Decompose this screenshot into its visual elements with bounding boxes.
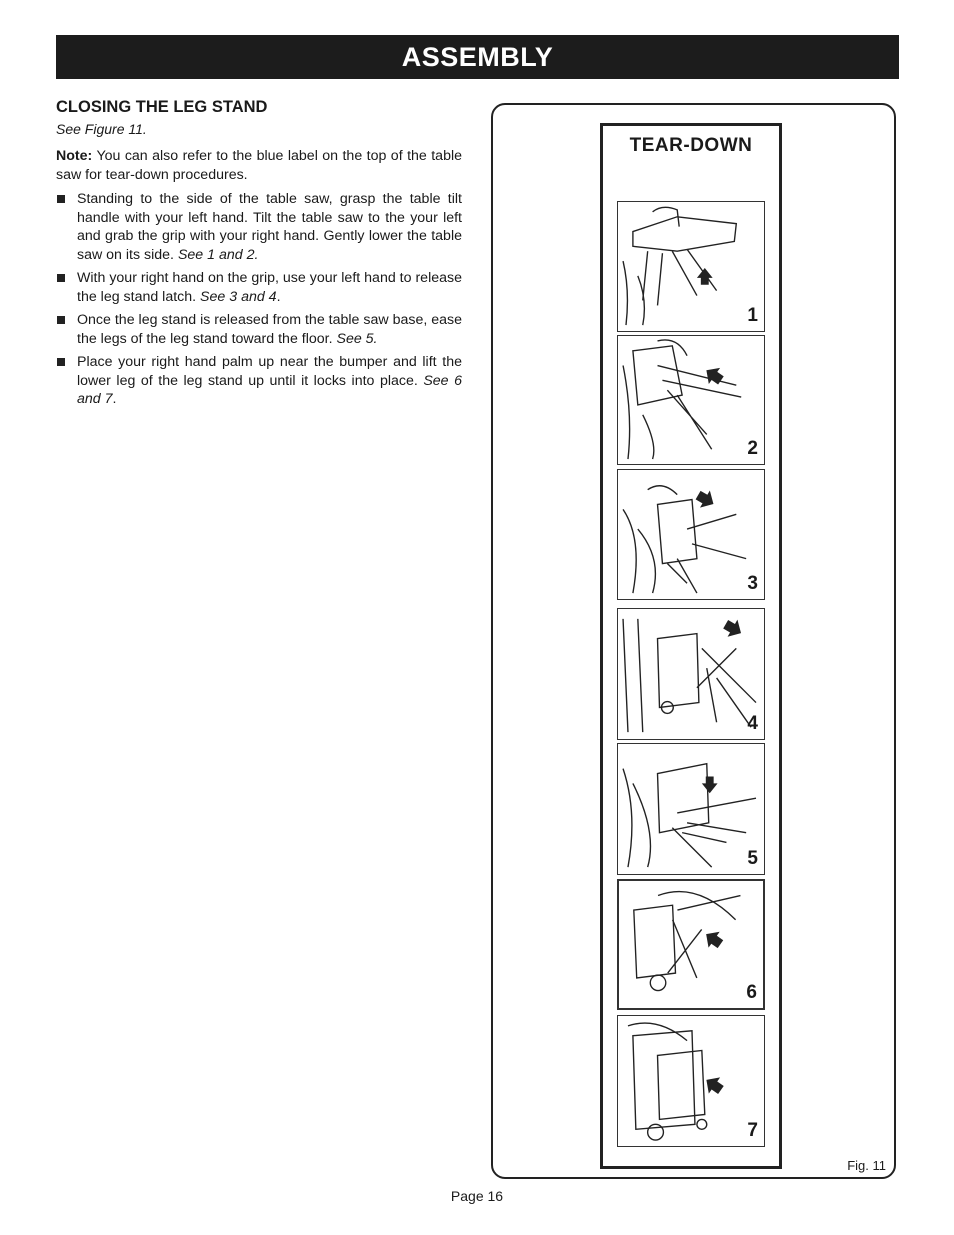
list-item (56, 190, 462, 264)
release-latch-illustration (618, 470, 764, 599)
step-reference: See 1 and 2. (177, 246, 259, 263)
square-bullet-icon (57, 195, 65, 203)
step-number: 2 (747, 438, 758, 459)
note-label: Note: (56, 148, 93, 164)
step-reference: See 5. (336, 330, 378, 347)
step-illustration-7 (617, 1015, 765, 1147)
lower-legs-illustration (618, 744, 764, 874)
teardown-title: TEAR-DOWN (629, 135, 753, 156)
header-bar (56, 35, 899, 79)
step-punct: . (112, 391, 117, 407)
page-number: Page 16 (450, 1188, 504, 1204)
step-number: 6 (746, 982, 757, 1003)
figure-label: Fig. 11 (847, 1158, 886, 1173)
stand-locked-illustration (618, 1016, 764, 1146)
step-reference: See 6 and 7 (77, 372, 462, 407)
step-text: Standing to the side of the table saw, grasp the table tilt handle with your left hand. Tilt the table saw to the your left and grab the grip with your right hand. Gently lower the table saw on its side. (77, 191, 462, 263)
step-number: 4 (747, 713, 758, 734)
step-text: Place your right hand palm up near the bumper and lift the lower leg of the leg stand up until it locks into place. (77, 354, 462, 389)
step-number: 7 (747, 1120, 758, 1141)
list-item (56, 269, 462, 306)
list-item (56, 311, 462, 348)
step-illustration-4 (617, 608, 765, 740)
step-number: 5 (747, 848, 758, 869)
square-bullet-icon (57, 316, 65, 324)
page-title: ASSEMBLY (401, 41, 554, 72)
step-illustration-6 (617, 879, 765, 1010)
step-illustration-5 (617, 743, 765, 875)
note-text: You can also refer to the blue label on the top of the table saw for tear-down procedures. (56, 148, 462, 183)
square-bullet-icon (57, 274, 65, 282)
figure-reference: See Figure 11. (56, 121, 147, 137)
note-paragraph (56, 147, 462, 184)
step-illustration-2 (617, 335, 765, 465)
step-reference: See 3 and 4 (200, 288, 277, 305)
lift-lower-leg-illustration (619, 881, 763, 1008)
step-number: 1 (747, 305, 758, 326)
instructions-column (56, 98, 462, 414)
step-punct: . (276, 288, 281, 305)
table-saw-lowered-illustration (618, 336, 764, 464)
list-item (56, 353, 462, 409)
step-number: 3 (747, 573, 758, 594)
step-illustration-1 (617, 201, 765, 332)
steps-list (56, 190, 462, 409)
section-title: CLOSING THE LEG STAND (56, 98, 268, 116)
step-text: Once the leg stand is released from the table saw base, ease the legs of the leg stand toward the floor. (77, 312, 462, 347)
step-illustration-3 (617, 469, 765, 600)
table-saw-tilt-illustration (618, 202, 764, 331)
step-text: With your right hand on the grip, use your left hand to release the leg stand latch. (77, 270, 462, 305)
square-bullet-icon (57, 358, 65, 366)
legs-unlatched-illustration (618, 609, 764, 739)
